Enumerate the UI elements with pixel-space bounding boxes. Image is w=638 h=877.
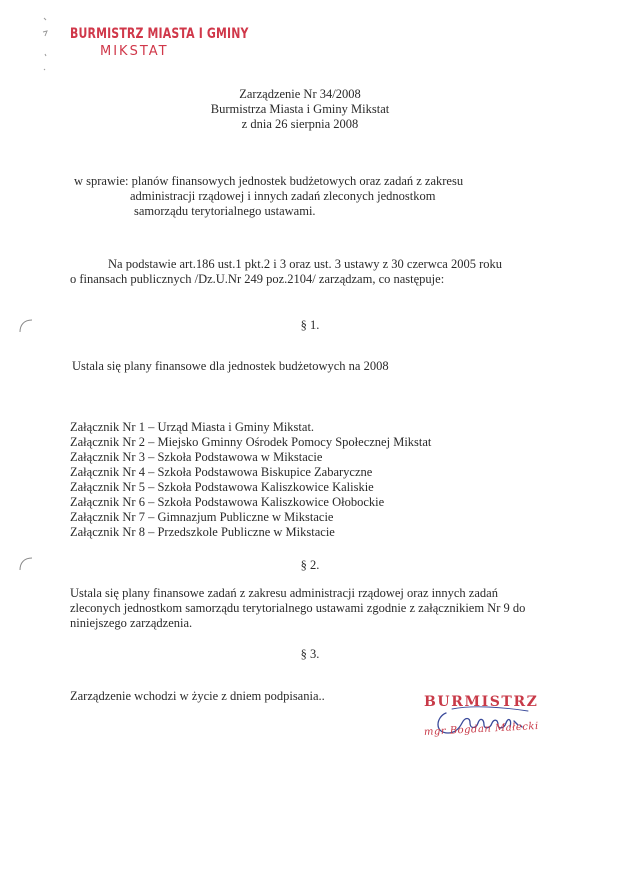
section-2-line-2: zleconych jednostkom samorządu terytorialnego ustawami zgodnie z załącznikiem Nr 9 do — [70, 601, 526, 615]
office-header-stamp — [70, 26, 299, 59]
annex-item: Załącznik Nr 1 – Urząd Miasta i Gminy Mikstat. — [70, 420, 315, 434]
section-2-heading: § 2. — [300, 558, 320, 572]
section-1-text: Ustala się plany finansowe dla jednostek budżetowych na 2008 — [72, 359, 389, 373]
annex-item: Załącznik Nr 8 – Przedszkole Publiczne w Mikstacie — [70, 525, 335, 539]
section-3-text: Zarządzenie wchodzi w życie z dniem podpisania.. — [70, 689, 325, 703]
document-title — [170, 87, 430, 132]
punch-hole-mark — [18, 556, 34, 572]
document-subject — [74, 174, 544, 219]
scan-edge-mark — [40, 14, 50, 74]
section-3-heading: § 3. — [300, 647, 320, 661]
title-issuer: Burmistrza Miasta i Gminy Mikstat — [210, 102, 390, 116]
subject-line-3: samorządu terytorialnego ustawami. — [134, 204, 316, 218]
subject-line-1: w sprawie: planów finansowych jednostek budżetowych oraz zadań z zakresu — [74, 174, 464, 188]
stamp-town-line: MIKSTAT — [100, 44, 169, 59]
annex-item: Załącznik Nr 5 – Szkoła Podstawowa Kaliszkowice Kaliskie — [70, 480, 374, 494]
annex-item: Załącznik Nr 3 – Szkoła Podstawowa w Mikstacie — [70, 450, 323, 464]
annex-item: Załącznik Nr 7 – Gimnazjum Publiczne w Mikstacie — [70, 510, 334, 524]
basis-line-1: Na podstawie art.186 ust.1 pkt.2 i 3 oraz ust. 3 ustawy z 30 czerwca 2005 roku — [108, 257, 503, 271]
annex-item: Załącznik Nr 6 – Szkoła Podstawowa Kaliszkowice Ołobockie — [70, 495, 385, 509]
section-2-line-3: niniejszego zarządzenia. — [70, 616, 193, 630]
legal-basis — [70, 257, 550, 287]
section-2-text — [70, 586, 560, 631]
annex-item: Załącznik Nr 4 – Szkoła Podstawowa Biskupice Zabaryczne — [70, 465, 373, 479]
basis-line-2: o finansach publicznych /Dz.U.Nr 249 poz.2104/ zarządzam, co następuje: — [70, 272, 445, 286]
punch-hole-mark — [18, 318, 34, 334]
annex-item: Załącznik Nr 2 – Miejsko Gminny Ośrodek Pomocy Społecznej Mikstat — [70, 435, 432, 449]
title-date: z dnia 26 sierpnia 2008 — [241, 117, 359, 131]
stamp-office-line: BURMISTRZ MIASTA I GMINY — [70, 26, 249, 42]
title-number: Zarządzenie Nr 34/2008 — [239, 87, 361, 101]
section-1-heading: § 1. — [300, 318, 320, 332]
annex-list — [70, 420, 530, 540]
signature-stamp-title: BURMISTRZ — [424, 694, 539, 710]
subject-line-2: administracji rządowej i innych zadań zleconych jednostkom — [130, 189, 436, 203]
signature-stamp-name: mgr Bogdan Małecki — [423, 720, 539, 738]
section-2-line-1: Ustala się plany finansowe zadań z zakresu administracji rządowej oraz innych zadań — [70, 586, 498, 600]
